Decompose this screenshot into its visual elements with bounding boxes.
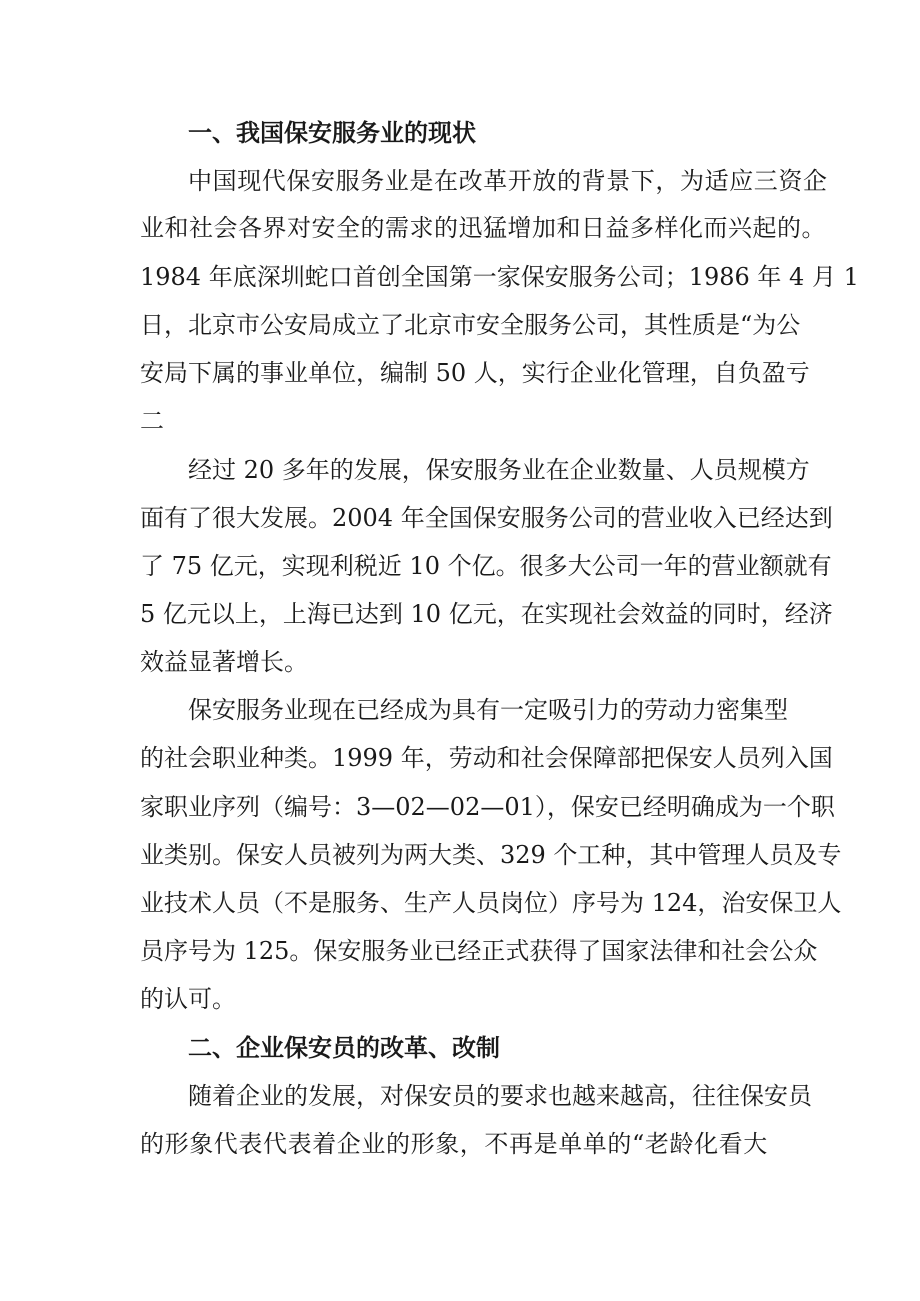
- paragraph-1-line-3: 1984 年底深圳蛇口首创全国第一家保安服务公司；1986 年 4 月 1: [140, 263, 859, 291]
- paragraph-3-line-3: 家职业序列（编号：3—02—02—01），保安已经明确成为一个职: [140, 793, 835, 821]
- paragraph-2-line-3: 了 75 亿元，实现利税近 10 个亿。很多大公司一年的营业额就有: [140, 552, 832, 580]
- section-heading-1: 一、我国保安服务业的现状: [188, 119, 476, 147]
- paragraph-1-line-6: 二: [140, 407, 164, 435]
- paragraph-3-line-1: 保安服务业现在已经成为具有一定吸引力的劳动力密集型: [188, 696, 788, 724]
- paragraph-3-line-6: 员序号为 125。保安服务业已经正式获得了国家法律和社会公众: [140, 937, 818, 965]
- paragraph-1-line-1: 中国现代保安服务业是在改革开放的背景下，为适应三资企: [188, 167, 828, 195]
- paragraph-4-line-2: 的形象代表代表着企业的形象，不再是单单的“老龄化看大: [140, 1130, 768, 1158]
- paragraph-1-line-5: 安局下属的事业单位，编制 50 人，实行企业化管理，自负盈亏: [140, 359, 810, 387]
- paragraph-4-line-1: 随着企业的发展，对保安员的要求也越来越高，往往保安员: [188, 1082, 812, 1110]
- paragraph-3-line-4: 业类别。保安人员被列为两大类、329 个工种，其中管理人员及专: [140, 841, 842, 869]
- paragraph-2-line-5: 效益显著增长。: [140, 648, 308, 676]
- paragraph-3-line-5: 业技术人员（不是服务、生产人员岗位）序号为 124，治安保卫人: [140, 889, 842, 917]
- section-heading-2: 二、企业保安员的改革、改制: [188, 1034, 500, 1062]
- paragraph-2-line-4: 5 亿元以上，上海已达到 10 亿元，在实现社会效益的同时，经济: [140, 600, 833, 628]
- paragraph-3-line-2: 的社会职业种类。1999 年，劳动和社会保障部把保安人员列入国: [140, 744, 833, 772]
- paragraph-1-line-2: 业和社会各界对安全的需求的迅猛增加和日益多样化而兴起的。: [140, 214, 826, 242]
- paragraph-1-line-4: 日，北京市公安局成立了北京市安全服务公司，其性质是“为公: [140, 311, 801, 339]
- paragraph-3-line-7: 的认可。: [140, 985, 236, 1013]
- paragraph-2-line-1: 经过 20 多年的发展，保安服务业在企业数量、人员规模方: [188, 456, 810, 484]
- paragraph-2-line-2: 面有了很大发展。2004 年全国保安服务公司的营业收入已经达到: [140, 504, 833, 532]
